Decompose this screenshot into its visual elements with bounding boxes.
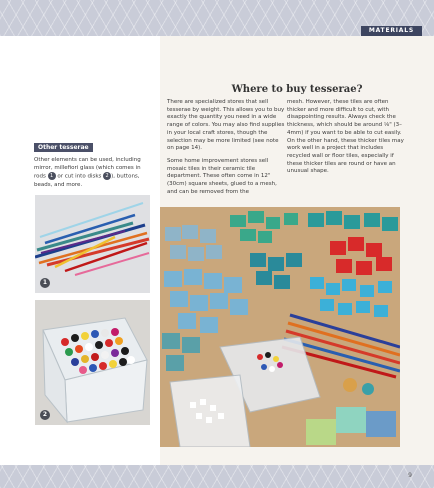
figure-ref-1: 1 <box>48 172 56 180</box>
sidebar-text-part: or cut into disks <box>57 173 102 180</box>
mosaic-tiles-photo <box>160 207 400 447</box>
article-column-1 <box>167 99 285 201</box>
sidebar-text-part: Other elements can be used, including mirror, millefiori glass (which comes in rods <box>34 157 141 180</box>
sidebar-text-part: ), buttons, beads, and more. <box>34 173 140 188</box>
figure-ref-2: 2 <box>103 172 111 180</box>
millefiori-box-photo <box>35 300 150 425</box>
article-column-2 <box>287 99 405 181</box>
sidebar-text <box>34 157 152 189</box>
page-number: 9 <box>408 472 412 479</box>
sidebar-heading: Other tesserae <box>34 143 93 152</box>
paragraph: There are specialized stores that sell tesserae by weight. This allows you to buy exactly the quantity you need in a wide range of colors. You may also find supplies in your local craft stores, though the selection may be more limited (see note on page 14). <box>167 99 285 152</box>
paragraph: Some home improvement stores sell mosaic tiles in their ceramic tile department. These often come in 12" (30cm) square sheets, glued to a mesh, and can be removed from the <box>167 157 277 195</box>
section-tab: MATERIALS <box>361 26 422 36</box>
figure-number-badge: 1 <box>40 278 50 288</box>
bottom-pattern-band <box>0 465 434 488</box>
paragraph: mesh. However, these tiles are often thicker and more difficult to cut, with disappointing results. Always check the thickness, which should be around ⅛" (3–4mm) if you want to be able to cut easily. On the other hand, these thicker tiles may work well in a project that includes recycled wall or floor tiles, especially if these thicker tiles are round or have an unusual shape. <box>287 99 404 175</box>
glass-rods-photo <box>35 195 150 293</box>
figure-number-badge: 2 <box>40 410 50 420</box>
article-title: Where to buy tesserae? <box>231 84 363 95</box>
